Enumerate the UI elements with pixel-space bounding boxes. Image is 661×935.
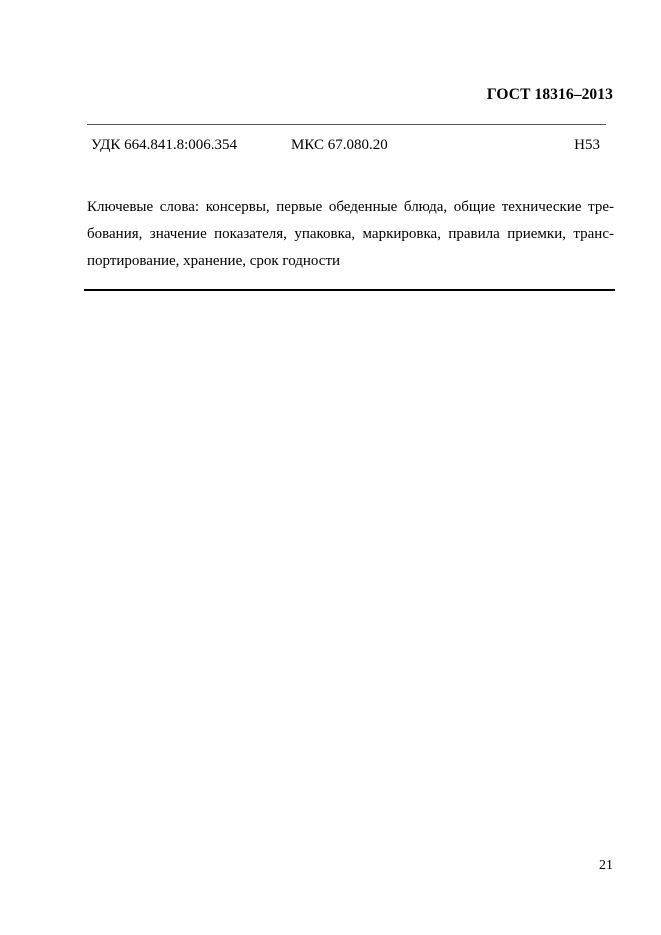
keywords-line: Ключевые слова: консервы, первые обеденные блюда, общие технические тре- bbox=[87, 199, 614, 215]
page-number: 21 bbox=[599, 858, 613, 873]
document-code-header: ГОСТ 18316–2013 bbox=[486, 86, 613, 103]
udk-code: УДК 664.841.8:006.354 bbox=[91, 137, 238, 153]
header-divider bbox=[87, 124, 606, 125]
classification-row bbox=[91, 137, 600, 157]
keywords-paragraph bbox=[87, 194, 614, 275]
keywords-divider bbox=[84, 289, 615, 291]
mks-code: МКС 67.080.20 bbox=[291, 137, 388, 153]
keywords-line: портирование, хранение, срок годности bbox=[87, 253, 341, 269]
keywords-line: бования, значение показателя, упаковка, маркировка, правила приемки, транс- bbox=[87, 226, 614, 242]
okp-code: Н53 bbox=[574, 137, 600, 153]
